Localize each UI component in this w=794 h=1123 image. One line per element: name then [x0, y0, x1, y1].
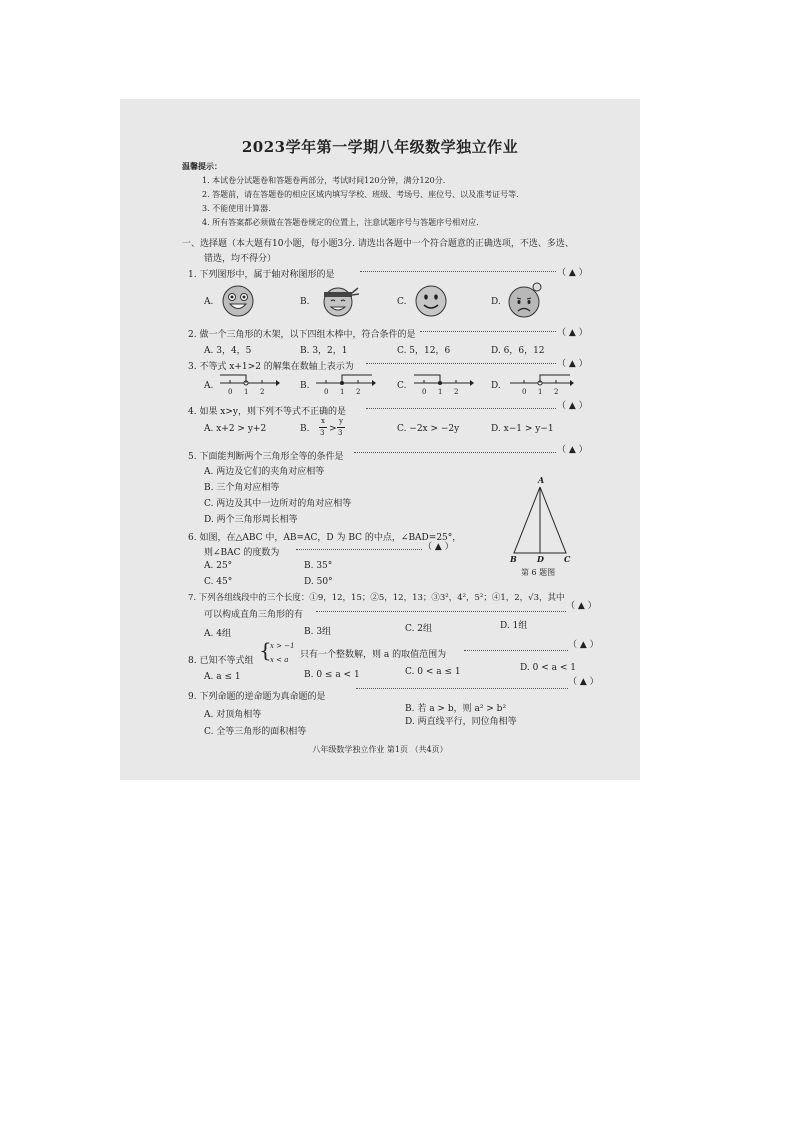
figure-caption: 第 6 题图 — [521, 568, 556, 577]
q2-option-a: A. 3，4，5 — [204, 346, 252, 356]
tick-label: 0 — [422, 388, 427, 396]
q8-option-a: A. a ≤ 1 — [204, 672, 241, 682]
q2-stem: 2. 做一个三角形的木架，以下四组木棒中，符合条件的是 — [188, 330, 416, 340]
fraction-denominator: 3 — [320, 429, 325, 437]
answer-mark: （ ▲ ） — [423, 542, 454, 552]
leader-dots — [464, 650, 568, 651]
q9-option-b: B. 若 a > b，则 a² > b² — [405, 704, 507, 714]
q6-stem-line2: 则∠BAC 的度数为 — [204, 548, 280, 558]
answer-mark: （ ▲ ） — [557, 401, 588, 411]
q1-label-b: B. — [300, 297, 310, 307]
tip-item-1: 1. 本试卷分试题卷和答题卷两部分，考试时间120分钟，满分120分. — [202, 176, 446, 185]
q1-label-c: C. — [397, 297, 407, 307]
q9-option-a: A. 对顶角相等 — [204, 710, 262, 720]
q4-option-c: C. −2x > −2y — [397, 424, 460, 434]
q7-option-a: A. 4组 — [204, 629, 231, 639]
leader-dots — [360, 271, 556, 272]
tick-label: 0 — [522, 388, 527, 396]
q5-option-c: C. 两边及其中一边所对的角对应相等 — [204, 499, 352, 509]
tick-label: 1 — [244, 388, 249, 396]
leader-dots — [296, 549, 422, 550]
tip-item-3: 3. 不能使用计算器. — [202, 204, 271, 213]
tip-item-4: 4. 所有答案都必须做在答题卷规定的位置上，注意试题序号与答题序号相对应. — [202, 218, 479, 227]
q9-option-c: C. 全等三角形的面积相等 — [204, 727, 307, 737]
tick-label: 2 — [356, 388, 361, 396]
q6-stem-line1: 6. 如图，在△ABC 中，AB=AC，D 为 BC 的中点，∠BAD=25°， — [188, 533, 462, 543]
tip-item-2: 2. 答题前，请在答题卷的相应区域内填写学校、班级、考场号、座位号、以及准考证号等. — [202, 190, 519, 199]
tick-label: 0 — [228, 388, 233, 396]
tick-label: 2 — [454, 388, 459, 396]
tick-label: 2 — [260, 388, 265, 396]
q5-stem: 5. 下面能判断两个三角形全等的条件是 — [188, 452, 344, 462]
q9-stem: 9. 下列命题的逆命题为真命题的是 — [188, 692, 326, 702]
page-footer: 八年级数学独立作业 第1页 （共4页） — [312, 745, 448, 754]
fraction-bar — [337, 427, 345, 428]
q4-option-a: A. x+2 > y+2 — [204, 424, 267, 434]
q9-option-d: D. 两直线平行，同位角相等 — [405, 717, 517, 727]
q3-label-d: D. — [491, 381, 501, 391]
vertex-label-d: D — [537, 554, 544, 564]
q6-option-a: A. 25° — [204, 561, 233, 571]
leader-dots — [316, 611, 566, 612]
q1-label-d: D. — [491, 297, 501, 307]
answer-mark: （ ▲ ） — [557, 268, 588, 278]
tick-label: 0 — [324, 388, 329, 396]
q8-option-b: B. 0 ≤ a < 1 — [304, 670, 360, 680]
answer-mark: （ ▲ ） — [568, 677, 599, 687]
tick-label: 1 — [538, 388, 543, 396]
q8-option-c: C. 0 < a ≤ 1 — [405, 667, 461, 677]
q3-label-b: B. — [300, 381, 310, 391]
q7-option-c: C. 2组 — [405, 624, 433, 634]
leader-dots — [366, 363, 556, 364]
number-line-d — [508, 371, 574, 389]
fraction-bar — [319, 427, 327, 428]
laughing-face-icon — [220, 284, 256, 318]
triangle-figure — [508, 483, 578, 563]
q7-option-d: D. 1组 — [500, 621, 528, 631]
tick-label: 1 — [340, 388, 345, 396]
q4-option-d: D. x−1 > y−1 — [491, 424, 554, 434]
number-line-c — [412, 371, 474, 389]
sad-face-icon — [506, 281, 544, 319]
q1-stem: 1. 下列图形中，属于轴对称图形的是 — [188, 270, 335, 280]
q5-option-d: D. 两个三角形周长相等 — [204, 515, 298, 525]
answer-mark: （ ▲ ） — [557, 359, 588, 369]
page-title: 2023学年第一学期八年级数学独立作业 — [241, 138, 519, 156]
q4-option-b: B. — [300, 424, 310, 434]
section-heading: 一、选择题（本大题有10小题，每小题3分. 请选出各题中一个符合题意的正确选项，不选、多选、 — [182, 239, 574, 249]
q8-option-d: D. 0 < a < 1 — [520, 663, 576, 673]
answer-mark: （ ▲ ） — [557, 328, 588, 338]
q2-option-d: D. 6，6，12 — [491, 346, 545, 356]
tips-heading: 温馨提示： — [182, 161, 222, 171]
q4-stem: 4. 如果 x>y，则下列不等式不正确的是 — [188, 407, 347, 417]
q5-option-b: B. 三个角对应相等 — [204, 483, 280, 493]
scanned-page — [120, 99, 640, 780]
q3-stem: 3. 不等式 x+1>2 的解集在数轴上表示为 — [188, 362, 354, 372]
headband-face-icon — [318, 284, 360, 318]
greater-than: > — [329, 424, 337, 434]
fraction-denominator: 3 — [338, 429, 343, 437]
answer-mark: （ ▲ ） — [566, 601, 597, 611]
vertex-label-c: C — [564, 554, 571, 564]
q8-system-line2: x < a — [270, 656, 289, 664]
q6-option-d: D. 50° — [304, 577, 333, 587]
leader-dots — [356, 688, 568, 689]
brace: { — [259, 638, 272, 662]
answer-mark: （ ▲ ） — [557, 445, 588, 455]
q8-stem-prefix: 8. 已知不等式组 — [188, 656, 254, 666]
vertex-label-b: B — [510, 554, 517, 564]
q5-option-a: A. 两边及它们的夹角对应相等 — [204, 467, 325, 477]
q7-stem-line1: 7. 下列各组线段中的三个长度：①9，12，15；②5，12，13；③3²，4²，5²；④1，2，√3，其中 — [188, 593, 565, 603]
section-heading-cont: 错选，均不得分） — [204, 254, 277, 264]
fraction-numerator: x — [321, 417, 325, 425]
leader-dots — [354, 452, 556, 453]
q6-option-b: B. 35° — [304, 561, 333, 571]
q8-stem-suffix: 只有一个整数解，则 a 的取值范围为 — [300, 650, 447, 660]
tick-label: 1 — [438, 388, 443, 396]
q6-option-c: C. 45° — [204, 577, 233, 587]
q2-option-c: C. 5，12，6 — [397, 346, 451, 356]
answer-mark: （ ▲ ） — [568, 640, 599, 650]
q1-label-a: A. — [204, 297, 214, 307]
q3-label-c: C. — [397, 381, 407, 391]
q2-option-b: B. 3，2，1 — [300, 346, 348, 356]
leader-dots — [420, 331, 556, 332]
q8-system-line1: x > −1 — [270, 642, 295, 650]
fraction-numerator: y — [339, 417, 343, 425]
q7-option-b: B. 3组 — [304, 627, 332, 637]
q7-stem-line2: 可以构成直角三角形的有 — [204, 610, 304, 620]
number-line-b — [314, 371, 376, 389]
number-line-a — [218, 371, 280, 389]
leader-dots — [366, 408, 556, 409]
smiling-face-icon — [414, 284, 448, 318]
vertex-label-a: A — [538, 475, 545, 485]
q3-label-a: A. — [204, 381, 214, 391]
tick-label: 2 — [554, 388, 559, 396]
